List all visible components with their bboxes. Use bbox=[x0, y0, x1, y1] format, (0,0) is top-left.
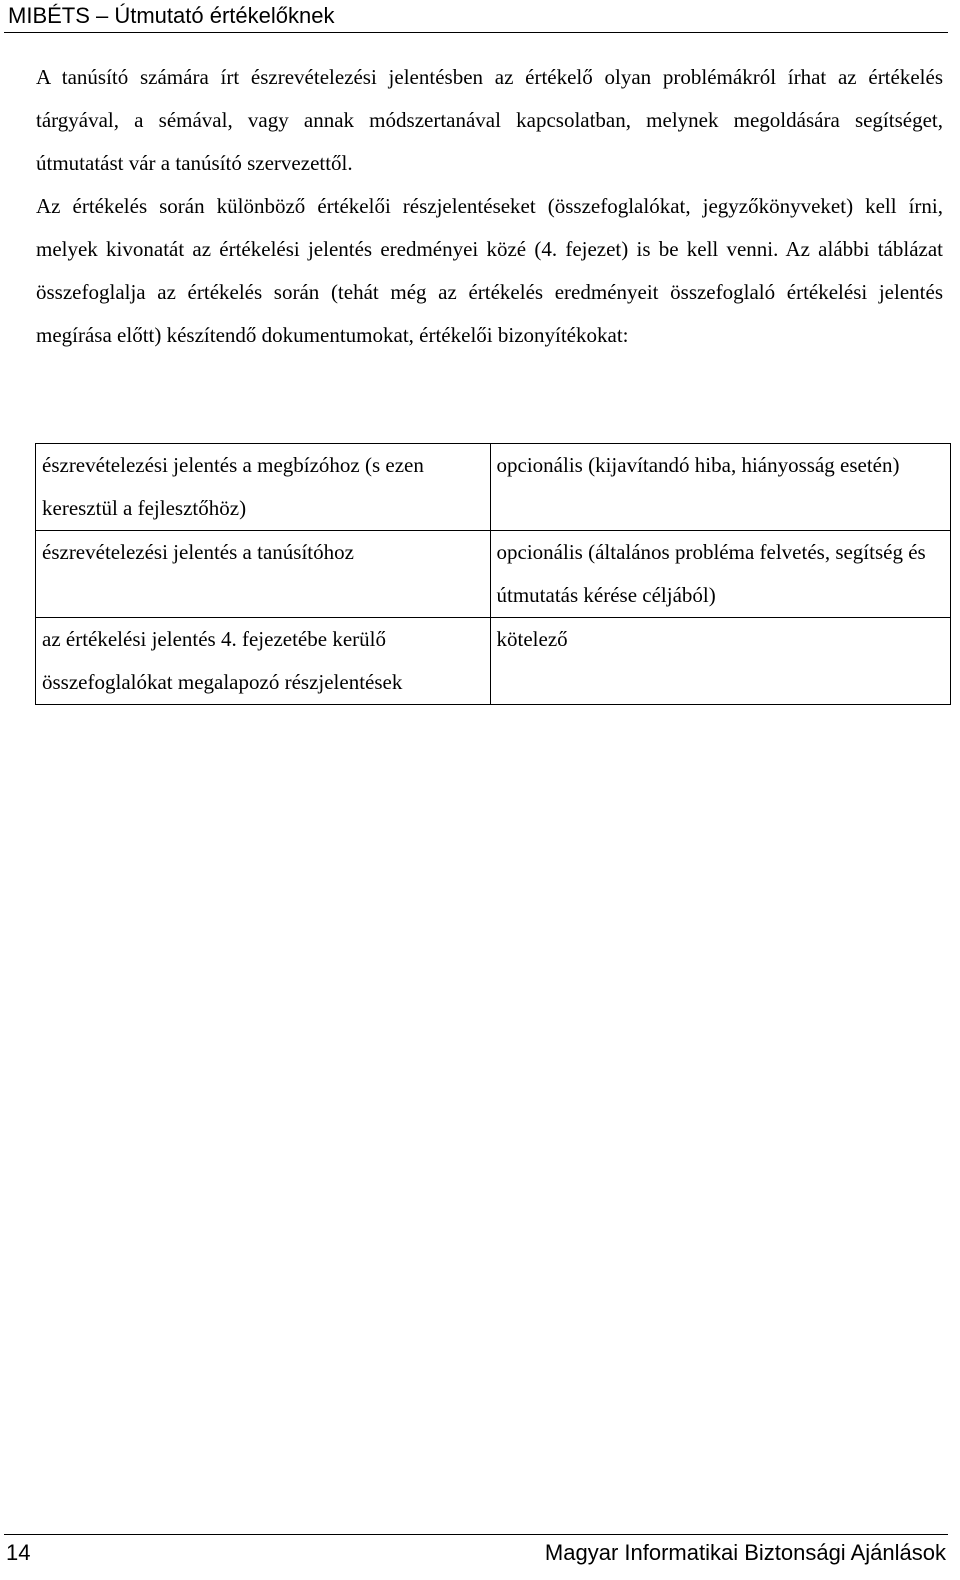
table-cell-document: észrevételezési jelentés a megbízóhoz (s ezen keresztül a fejlesztőhöz) bbox=[36, 444, 491, 531]
page-number: 14 bbox=[6, 1540, 31, 1565]
table-cell-requirement: opcionális (általános probléma felvetés, segítség és útmutatás kérése céljából) bbox=[490, 531, 950, 618]
page-footer bbox=[4, 1534, 948, 1571]
table-cell-requirement: kötelező bbox=[490, 618, 950, 705]
table-row bbox=[36, 444, 951, 531]
paragraph-2: Az értékelés során különböző értékelői részjelentéseket (összefoglalókat, jegyzőkönyveket) kell írni, melyek kivonatát az értékelési jelentés eredményei közé (4. fejezet) is be kell venni. Az alábbi táblázat összefoglalja az értékelés során (tehát még az értékelés eredményeit összefoglaló értékelési jelentés megírása előtt) készítendő dokumentumokat, értékelői bizonyítékokat: bbox=[36, 194, 943, 347]
footer-title: Magyar Informatikai Biztonsági Ajánlások bbox=[544, 1540, 946, 1565]
header-title: MIBÉTS – Útmutató értékelőknek bbox=[8, 3, 335, 28]
table-row bbox=[36, 531, 951, 618]
reports-table bbox=[35, 443, 951, 705]
table-cell-document: az értékelési jelentés 4. fejezetébe kerülő összefoglalókat megalapozó részjelentések bbox=[36, 618, 491, 705]
page-header bbox=[4, 0, 948, 33]
paragraph-1: A tanúsító számára írt észrevételezési jelentésben az értékelő olyan problémákról írhat az értékelés tárgyával, a sémával, vagy annak módszertanával kapcsolatban, melynek megoldására segítséget, útmutatást vár a tanúsító szervezettől. bbox=[36, 65, 943, 175]
table-cell-requirement: opcionális (kijavítandó hiba, hiányosság esetén) bbox=[490, 444, 950, 531]
table-row bbox=[36, 618, 951, 705]
body-text bbox=[36, 56, 943, 357]
table-cell-document: észrevételezési jelentés a tanúsítóhoz bbox=[36, 531, 491, 618]
